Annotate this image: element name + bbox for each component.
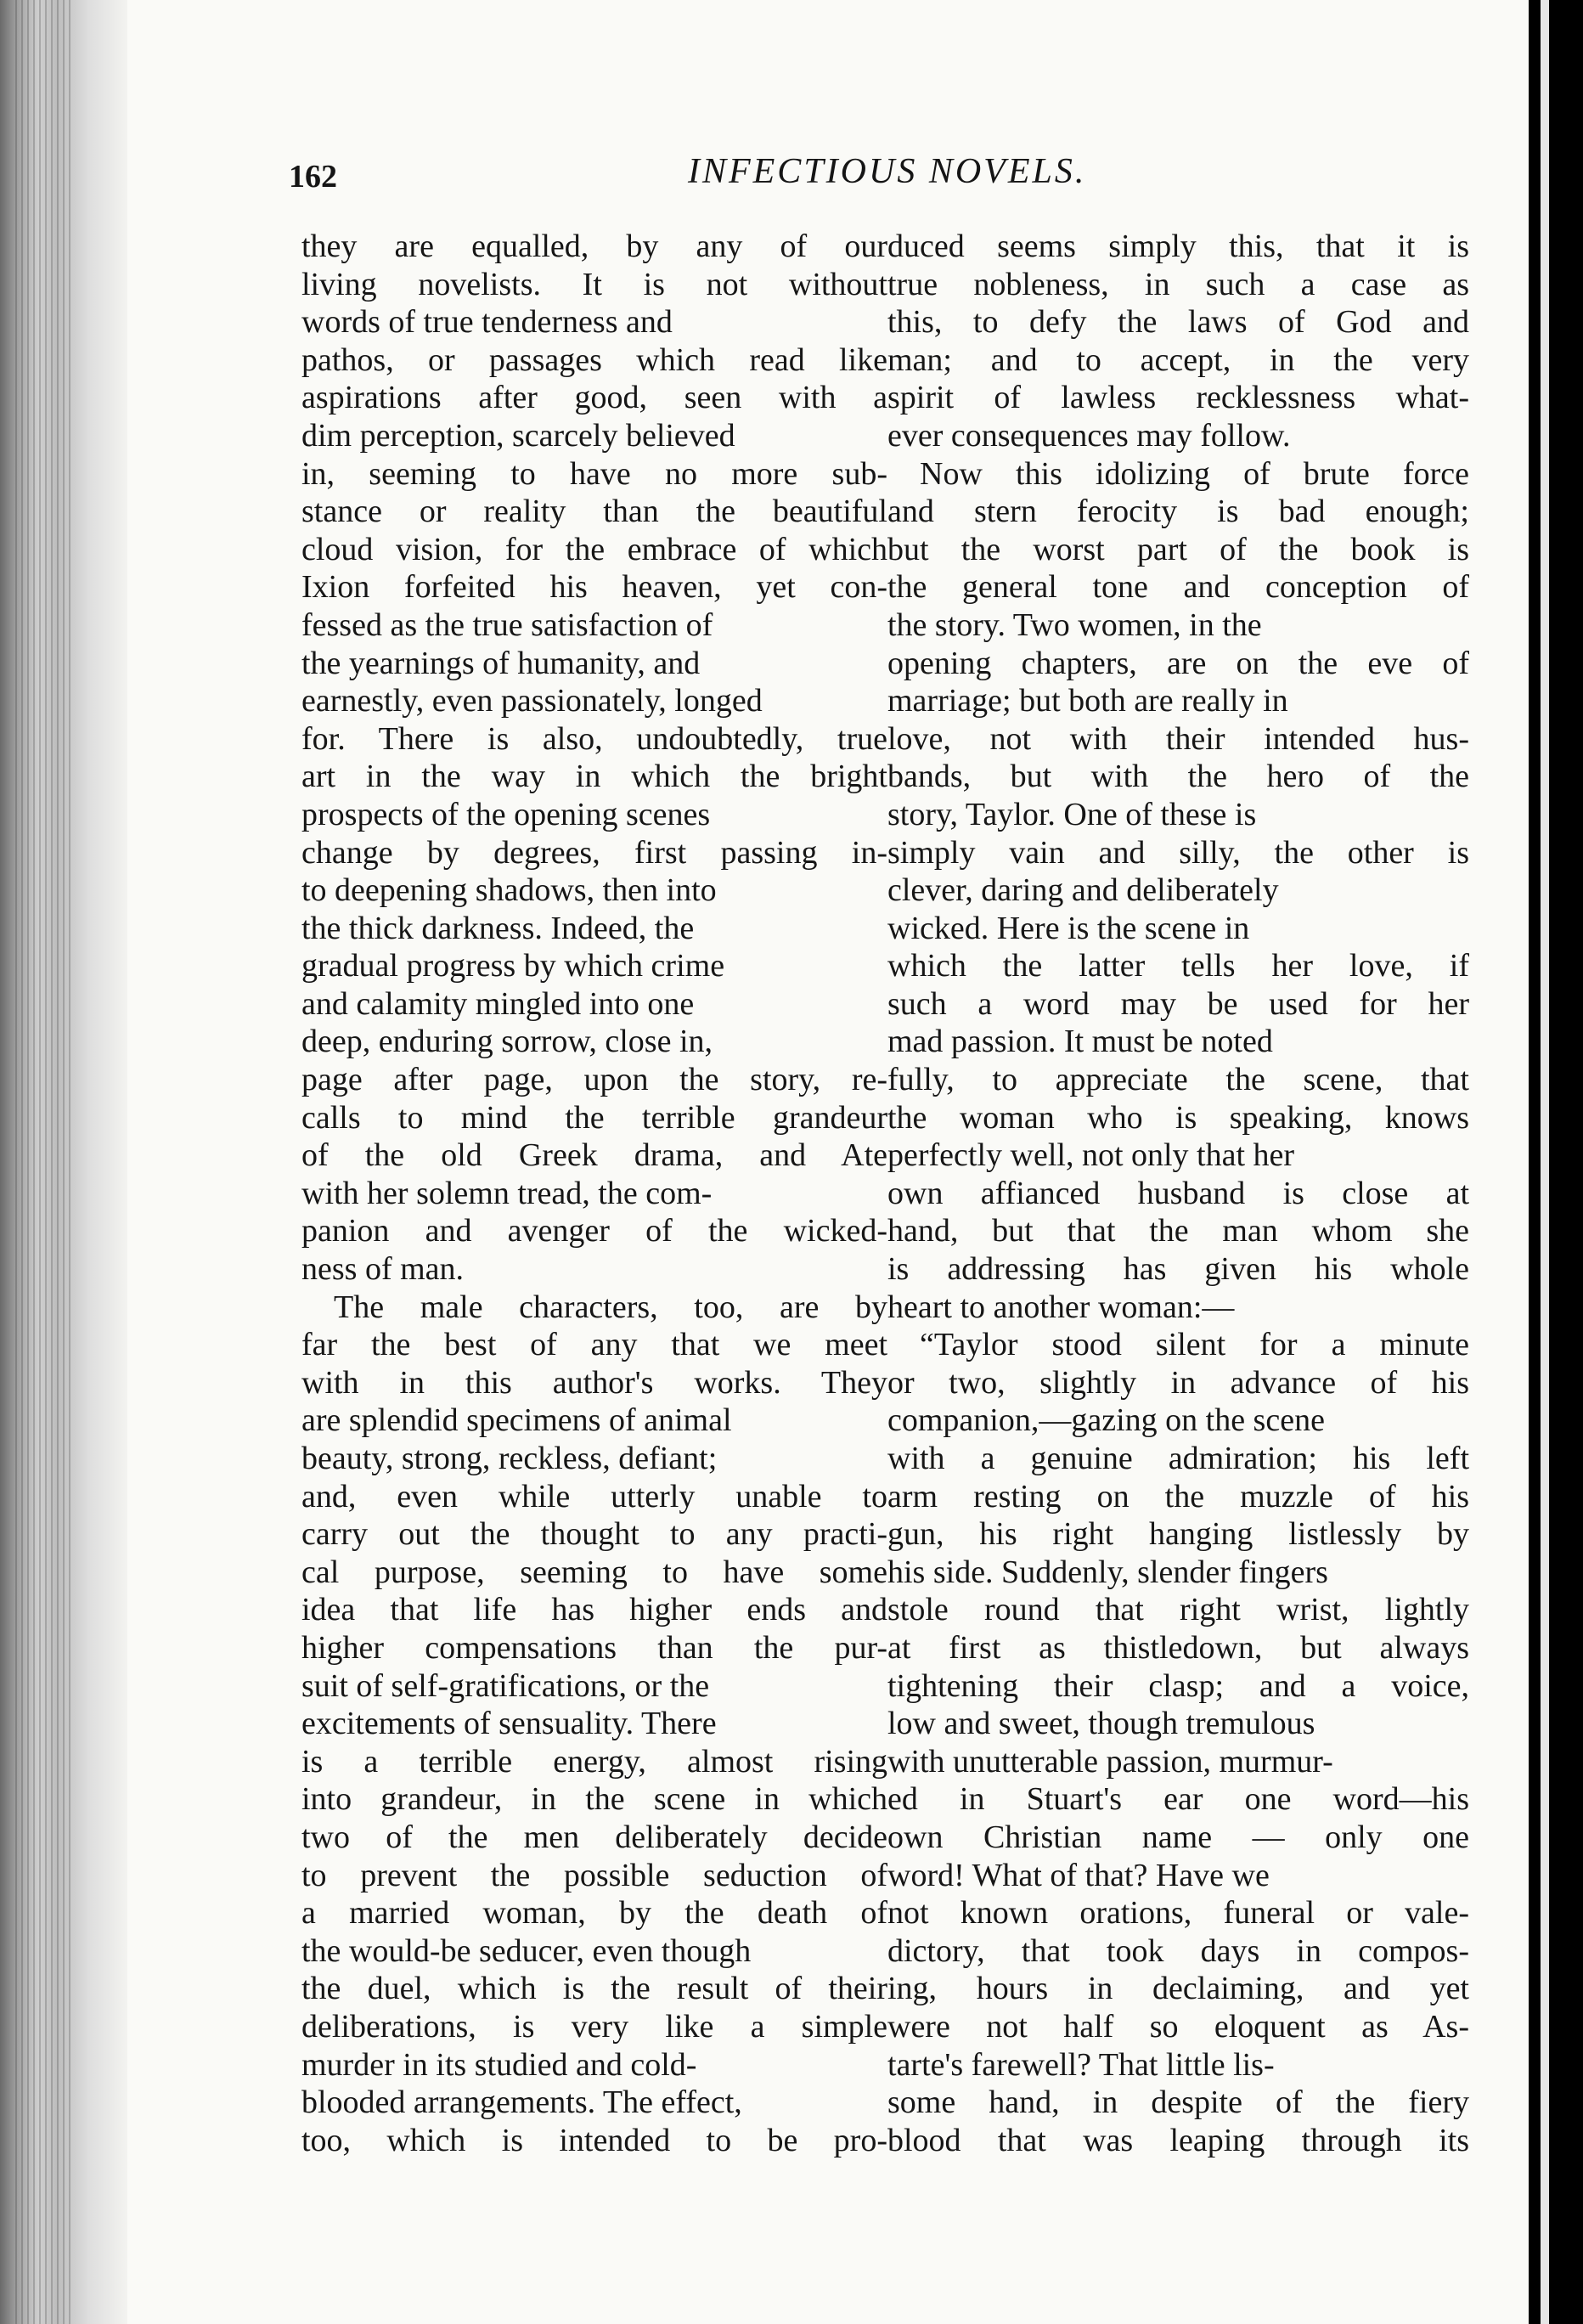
text-line: clever, daring and deliberately bbox=[887, 872, 1279, 909]
text-line: The male characters, too, are by bbox=[334, 1289, 887, 1325]
book-binding-shadow bbox=[0, 0, 127, 2324]
text-line: duced seems simply this, that it is bbox=[887, 228, 1469, 264]
scan-edge bbox=[1529, 0, 1583, 2324]
text-line: fessed as the true satisfaction of bbox=[301, 606, 713, 643]
text-line: a married woman, by the death of bbox=[301, 1895, 887, 1932]
text-line: into grandeur, in the scene in which bbox=[301, 1781, 887, 1818]
text-line: opening chapters, are on the eve of bbox=[887, 645, 1469, 681]
text-line: page after page, upon the story, re- bbox=[301, 1062, 887, 1098]
text-line: own affianced husband is close at bbox=[887, 1175, 1469, 1211]
text-line: carry out the thought to any practi- bbox=[301, 1516, 887, 1553]
page-header bbox=[289, 151, 1469, 211]
text-line: they are equalled, by any of our bbox=[301, 228, 887, 264]
text-line: spirit of lawless recklessness what- bbox=[887, 380, 1469, 416]
text-line: aspirations after good, seen with a bbox=[301, 380, 887, 416]
text-line: the yearnings of humanity, and bbox=[301, 645, 701, 681]
text-line: hand, but that the man whom she bbox=[887, 1213, 1469, 1249]
text-line: own Christian name — only one bbox=[887, 1819, 1469, 1855]
text-line: stole round that right wrist, lightly bbox=[887, 1592, 1469, 1628]
text-line: Ixion forfeited his heaven, yet con- bbox=[301, 569, 887, 606]
text-line: the duel, which is the result of their bbox=[301, 1971, 887, 2007]
text-line: mad passion. It must be noted bbox=[887, 1024, 1273, 1060]
text-line: word! What of that? Have we bbox=[887, 1857, 1270, 1893]
text-line: to deepening shadows, then into bbox=[301, 872, 717, 909]
text-line: were not half so eloquent as As- bbox=[887, 2008, 1469, 2045]
text-line: at first as thistledown, but always bbox=[887, 1629, 1469, 1666]
text-line: but the worst part of the book is bbox=[887, 531, 1469, 567]
text-line: idea that life has higher ends and bbox=[301, 1592, 887, 1628]
text-line: the woman who is speaking, knows bbox=[887, 1099, 1469, 1136]
text-line: for. There is also, undoubtedly, true bbox=[301, 720, 887, 757]
text-line: far the best of any that we meet bbox=[301, 1327, 887, 1363]
text-line: gun, his right hanging listlessly by bbox=[887, 1516, 1469, 1553]
text-line: and, even while utterly unable to bbox=[301, 1478, 887, 1515]
text-line: “Taylor stood silent for a minute bbox=[920, 1327, 1469, 1363]
text-line: blood that was leaping through its bbox=[887, 2122, 1469, 2158]
text-line: with unutterable passion, murmur- bbox=[887, 1743, 1333, 1780]
text-line: of the old Greek drama, and Ate bbox=[301, 1137, 887, 1174]
text-line: his side. Suddenly, slender fingers bbox=[887, 1554, 1328, 1590]
page-number: 162 bbox=[289, 159, 337, 195]
text-line: low and sweet, though tremulous bbox=[887, 1706, 1315, 1742]
text-line: man; and to accept, in the very bbox=[887, 341, 1469, 378]
text-line: marriage; but both are really in bbox=[887, 683, 1288, 719]
text-line: tightening their clasp; and a voice, bbox=[887, 1667, 1469, 1704]
text-line: cal purpose, seeming to have some bbox=[301, 1554, 887, 1590]
text-line: higher compensations than the pur- bbox=[301, 1629, 887, 1666]
text-line: or two, slightly in advance of his bbox=[887, 1364, 1469, 1401]
text-line: prospects of the opening scenes bbox=[301, 796, 711, 832]
text-line: some hand, in despite of the fiery bbox=[887, 2084, 1469, 2121]
text-line: art in the way in which the bright bbox=[301, 759, 887, 795]
text-line: earnestly, even passionately, longed bbox=[301, 683, 763, 719]
text-line: living novelists. It is not without bbox=[301, 266, 887, 302]
text-line: simply vain and silly, the other is bbox=[887, 834, 1469, 871]
left-text-column bbox=[301, 228, 887, 2159]
text-line: with her solemn tread, the com- bbox=[301, 1175, 713, 1211]
text-line: too, which is intended to be pro- bbox=[301, 2122, 887, 2158]
text-line: in, seeming to have no more sub- bbox=[301, 455, 887, 492]
text-line: Now this idolizing of brute force bbox=[920, 455, 1469, 492]
text-line: ness of man. bbox=[301, 1251, 465, 1288]
text-line: which the latter tells her love, if bbox=[887, 948, 1469, 984]
text-line: with in this author's works. They bbox=[301, 1364, 887, 1401]
text-line: excitements of sensuality. There bbox=[301, 1706, 717, 1742]
text-line: ed in Stuart's ear one word—his bbox=[887, 1781, 1469, 1818]
text-line: and calamity mingled into one bbox=[301, 985, 695, 1022]
text-line: words of true tenderness and bbox=[301, 304, 673, 341]
text-line: is a terrible energy, almost rising bbox=[301, 1743, 887, 1780]
text-line: story, Taylor. One of these is bbox=[887, 796, 1257, 832]
text-line: beauty, strong, reckless, defiant; bbox=[301, 1441, 718, 1476]
text-line: companion,—gazing on the scene bbox=[887, 1402, 1325, 1439]
text-line: dim perception, scarcely believed bbox=[301, 417, 735, 454]
right-text-column bbox=[887, 228, 1469, 2159]
text-line: stance or reality than the beautiful bbox=[301, 494, 887, 530]
text-line: not known orations, funeral or vale- bbox=[887, 1895, 1469, 1932]
text-line: perfectly well, not only that her bbox=[887, 1137, 1295, 1174]
text-line: dictory, that took days in compos- bbox=[887, 1932, 1469, 1969]
text-line: the would-be seducer, even though bbox=[301, 1932, 752, 1969]
text-line: the story. Two women, in the bbox=[887, 606, 1262, 643]
text-line: this, to defy the laws of God and bbox=[887, 304, 1469, 341]
text-line: deep, enduring sorrow, close in, bbox=[301, 1024, 713, 1060]
text-line: change by degrees, first passing in- bbox=[301, 834, 887, 871]
text-line: and stern ferocity is bad enough; bbox=[887, 494, 1469, 530]
page-edge-stripe bbox=[1541, 0, 1549, 2324]
running-head: INFECTIOUS NOVELS. bbox=[688, 152, 1087, 191]
text-line: suit of self-gratifications, or the bbox=[301, 1667, 710, 1704]
text-line: deliberations, is very like a simple bbox=[301, 2008, 887, 2045]
text-line: gradual progress by which crime bbox=[301, 948, 725, 984]
text-line: the thick darkness. Indeed, the bbox=[301, 910, 695, 946]
text-line: calls to mind the terrible grandeur bbox=[301, 1099, 887, 1136]
text-line: to prevent the possible seduction of bbox=[301, 1857, 887, 1893]
text-line: panion and avenger of the wicked- bbox=[301, 1213, 887, 1249]
text-line: tarte's farewell? That little lis- bbox=[887, 2046, 1275, 2083]
text-line: the general tone and conception of bbox=[887, 569, 1469, 606]
text-line: murder in its studied and cold- bbox=[301, 2046, 697, 2083]
text-line: with a genuine admiration; his left bbox=[887, 1441, 1469, 1476]
text-line: arm resting on the muzzle of his bbox=[887, 1478, 1469, 1515]
text-line: two of the men deliberately decide bbox=[301, 1819, 887, 1855]
text-line: true nobleness, in such a case as bbox=[887, 266, 1469, 302]
text-line: is addressing has given his whole bbox=[887, 1251, 1469, 1288]
text-line: are splendid specimens of animal bbox=[301, 1402, 732, 1439]
text-line: bands, but with the hero of the bbox=[887, 759, 1469, 795]
text-line: heart to another woman:— bbox=[887, 1289, 1235, 1325]
text-line: fully, to appreciate the scene, that bbox=[887, 1062, 1469, 1098]
text-line: such a word may be used for her bbox=[887, 985, 1469, 1022]
text-line: blooded arrangements. The effect, bbox=[301, 2084, 742, 2121]
text-line: wicked. Here is the scene in bbox=[887, 910, 1250, 946]
text-line: ing, hours in declaiming, and yet bbox=[887, 1971, 1469, 2007]
text-line: love, not with their intended hus- bbox=[887, 720, 1469, 757]
text-line: pathos, or passages which read like bbox=[301, 341, 887, 378]
text-line: cloud vision, for the embrace of which bbox=[301, 531, 887, 567]
text-line: ever consequences may follow. bbox=[887, 417, 1291, 454]
